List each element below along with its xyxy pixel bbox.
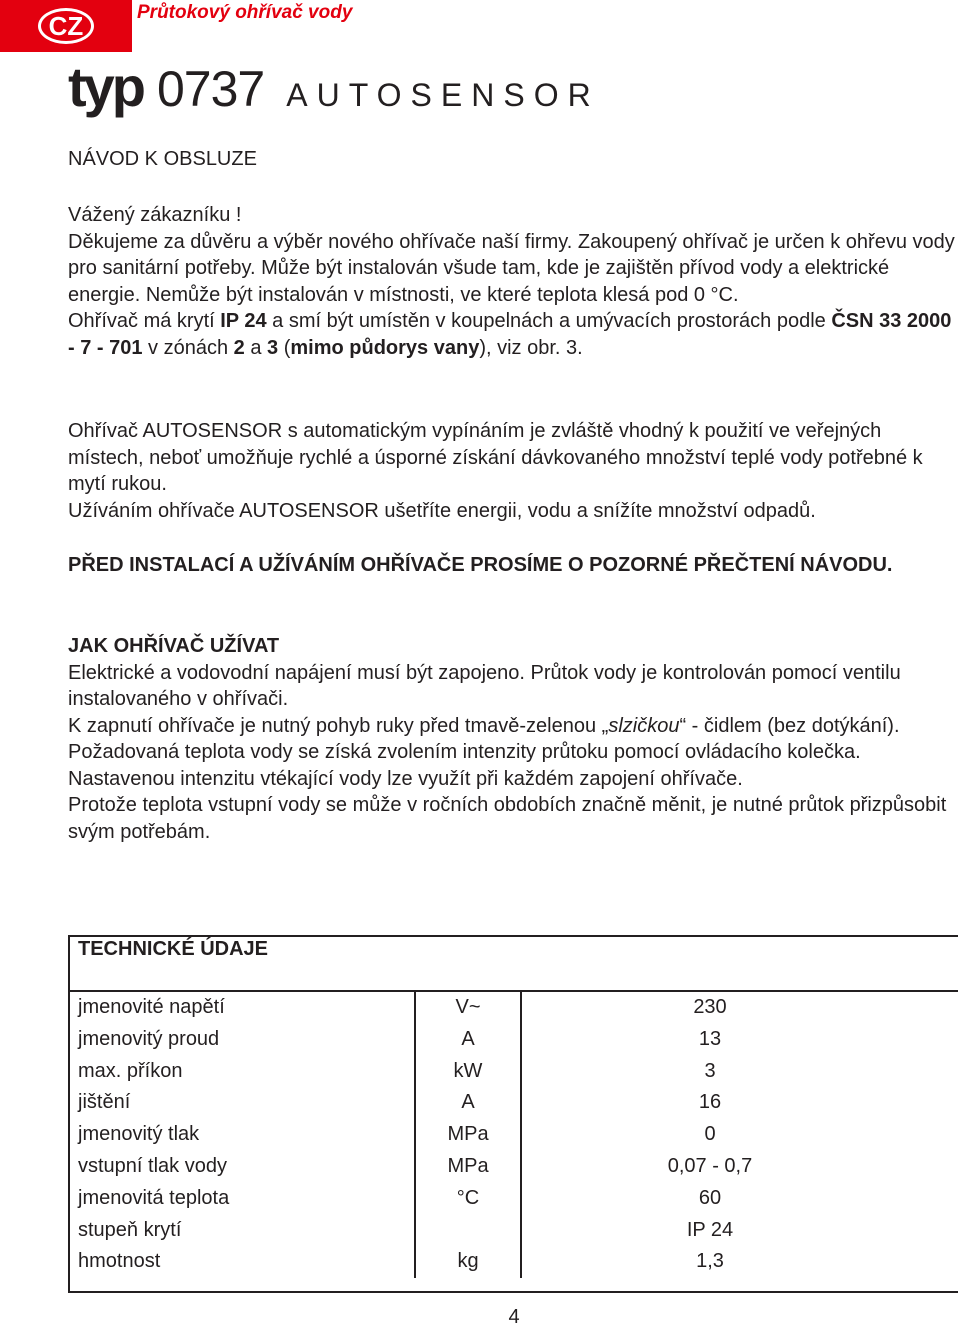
value-cell: IP 24 (521, 1215, 958, 1247)
param-cell: hmotnost (78, 1250, 161, 1273)
usage-heading: JAK OHŘÍVAČ UŽÍVAT (68, 635, 280, 657)
table-row (70, 1087, 958, 1119)
tech-data-table (70, 990, 958, 1278)
intro-paragraph: Děkujeme za důvěru a výběr nového ohřívače naší firmy. Zakoupený ohřívač je určen k ohřevu vody pro sanitární potřeby. Může být instalován všude tam, kde je zajištěn přívod vody a elektrické energie. Nemůže být instalován v místnosti, ve které teplota klesá pod 0 °C. (68, 230, 955, 306)
value-cell: 0 (521, 1119, 958, 1151)
header-title: Průtokový ohřívač vody (137, 2, 353, 23)
param-cell: jmenovitý tlak (78, 1123, 200, 1146)
value-cell: 0,07 - 0,7 (521, 1151, 958, 1183)
section-title-text: NÁVOD K OBSLUZE (68, 148, 257, 170)
value-cell: 230 (521, 991, 958, 1024)
param-cell: stupeň krytí (78, 1218, 182, 1241)
model-prefix: typ (68, 55, 143, 118)
param-cell: jmenovitá teplota (78, 1186, 230, 1209)
ip-rating: IP 24 (220, 310, 267, 332)
param-cell: max. příkon (78, 1059, 183, 1082)
text-run: ), viz obr. 3. (479, 336, 583, 359)
protection-paragraph (68, 308, 958, 361)
unit-cell: kW (415, 1056, 521, 1088)
table-row (70, 1246, 958, 1278)
savings-paragraph: Užíváním ohřívače AUTOSENSOR ušetříte energii, vodu a snížíte množství odpadů. (68, 499, 816, 522)
text-run: Ohřívač má krytí (68, 310, 221, 332)
text-run: K zapnutí ohřívače je nutný pohyb ruky před tmavě-zelenou „ (68, 714, 609, 737)
table-row (70, 1151, 958, 1183)
warning-notice (68, 552, 958, 579)
text-run: v zónách (142, 336, 234, 359)
model-heading (68, 54, 600, 119)
table-row (70, 1024, 958, 1056)
table-row (70, 1119, 958, 1151)
standard-ref: ČSN 33 2000 - 7 - 701 (68, 310, 952, 359)
unit-cell (415, 1215, 521, 1247)
text-run: ( (278, 336, 291, 359)
autosensor-paragraph: Ohřívač AUTOSENSOR s automatickým vypínáním je zvláště vhodný k použití ve veřejných místech, neboť umožňuje rychlé a úsporné získání dávkovaného množství teplé vody potřebné k mytí rukou. (68, 420, 923, 495)
value-cell: 13 (521, 1024, 958, 1056)
zone-3: 3 (267, 336, 279, 359)
value-cell: 1,3 (521, 1246, 958, 1278)
param-cell: jmenovité napětí (70, 991, 415, 1024)
table-row (70, 1183, 958, 1215)
unit-cell: A (415, 1024, 521, 1056)
text-run: a (244, 336, 268, 359)
country-badge (0, 0, 132, 52)
param-cell: jištění (78, 1091, 131, 1114)
usage-paragraph-5: Protože teplota vstupní vody se může v ročních obdobích značně měnit, je nutné průtok přizpůsobit svým potřebám. (68, 794, 947, 843)
usage-paragraph-3: Požadovaná teplota vody se získá zvolením intenzity průtoku pomocí ovládacího kolečka. (68, 741, 861, 763)
param-cell: vstupní tlak vody (78, 1154, 227, 1177)
param-cell: jmenovitý proud (78, 1027, 220, 1050)
unit-cell: MPa (415, 1119, 521, 1151)
warning-text: PŘED INSTALACÍ A UŽÍVÁNÍM OHŘÍVAČE PROSÍME O POZORNÉ PŘEČTENÍ NÁVODU. (68, 554, 893, 576)
text-run: “ - čidlem (bez dotýkání). (679, 714, 900, 737)
tech-data-title: TECHNICKÉ ÚDAJE (78, 938, 269, 960)
intro-block (68, 202, 958, 361)
table-row (70, 1056, 958, 1088)
unit-cell: kg (415, 1246, 521, 1278)
usage-paragraph-2 (68, 713, 958, 740)
value-cell: 3 (521, 1056, 958, 1088)
greeting: Vážený zákazníku ! (68, 204, 242, 226)
unit-cell: MPa (415, 1151, 521, 1183)
usage-paragraph-1: Elektrické a vodovodní napájení musí být zapojeno. Průtok vody je kontrolován pomocí ventilu instalovaného v ohřívači. (68, 661, 901, 710)
outside-tub-note: mimo půdorys vany (290, 336, 480, 359)
table-row (70, 1215, 958, 1247)
usage-paragraph-4: Nastavenou intenzitu vtékající vody lze využít při každém zapojení ohřívače. (68, 767, 743, 790)
unit-cell: V~ (415, 991, 521, 1024)
section-title (68, 146, 958, 173)
sensor-term: slzičkou (608, 714, 680, 737)
table-row (70, 991, 958, 1024)
zone-2: 2 (233, 336, 245, 359)
country-code: CZ (38, 8, 94, 44)
autosensor-block (68, 418, 958, 524)
usage-block (68, 633, 958, 845)
unit-cell: A (415, 1087, 521, 1119)
page-number: 4 (508, 1306, 520, 1328)
value-cell: 60 (521, 1183, 958, 1215)
model-name: AUTOSENSOR (286, 77, 600, 113)
unit-cell: °C (415, 1183, 521, 1215)
model-number: 0737 (157, 61, 265, 117)
value-cell: 16 (521, 1087, 958, 1119)
text-run: a smí být umístěn v koupelnách a umývacích prostorách podle (266, 310, 832, 332)
